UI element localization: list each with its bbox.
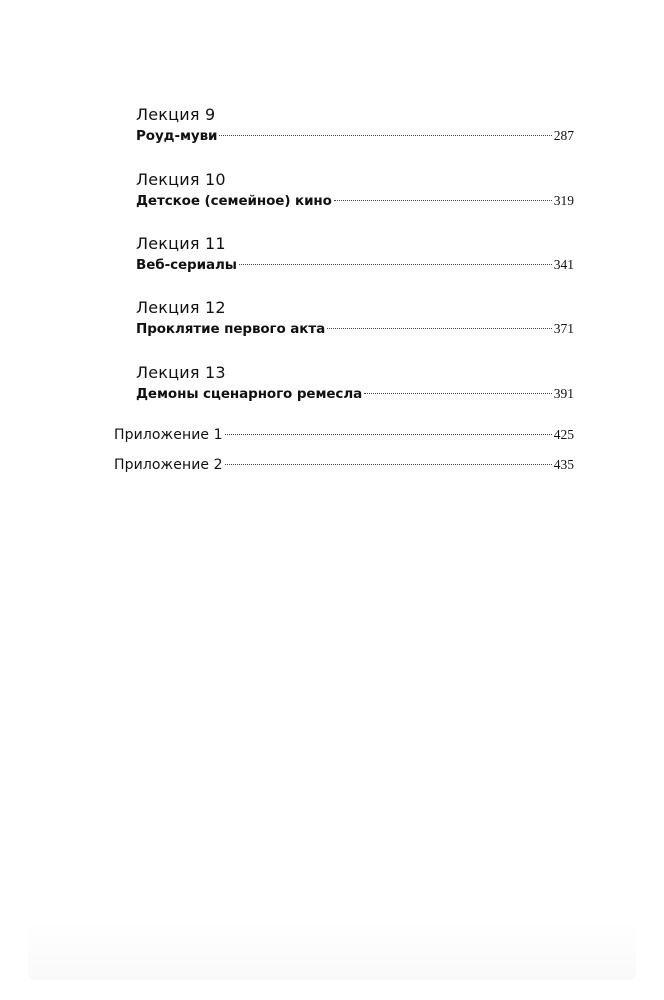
toc-row bbox=[114, 424, 574, 446]
lecture-number: Лекция 11 bbox=[136, 234, 226, 253]
toc-row bbox=[136, 125, 574, 147]
toc-row bbox=[136, 190, 574, 212]
toc-lecture-entry bbox=[136, 105, 574, 147]
lecture-title: Проклятие первого акта bbox=[136, 321, 326, 337]
dot-leader bbox=[225, 434, 552, 435]
page-number: 319 bbox=[553, 193, 574, 208]
toc-lecture-entry bbox=[136, 298, 574, 340]
toc-lecture-entry bbox=[136, 363, 574, 405]
page-number: 287 bbox=[553, 128, 574, 143]
dot-leader bbox=[225, 464, 552, 465]
toc-appendix-entry bbox=[114, 424, 574, 446]
toc-row bbox=[136, 383, 574, 405]
page-number: 371 bbox=[553, 321, 574, 336]
page-number: 425 bbox=[553, 427, 574, 442]
toc-lecture-entry bbox=[136, 170, 574, 212]
page-bottom-shadow bbox=[28, 920, 636, 980]
dot-leader bbox=[327, 328, 552, 329]
lecture-title: Демоны сценарного ремесла bbox=[136, 386, 363, 402]
toc-lecture-entry bbox=[136, 234, 574, 276]
page-number: 341 bbox=[553, 257, 574, 272]
lecture-title: Веб-сериалы bbox=[136, 257, 237, 273]
toc-row bbox=[114, 454, 574, 476]
toc-row bbox=[136, 254, 574, 276]
appendix-title: Приложение 1 bbox=[114, 427, 223, 443]
lecture-number: Лекция 13 bbox=[136, 363, 226, 382]
toc-appendix-entry bbox=[114, 454, 574, 476]
toc-row bbox=[136, 318, 574, 340]
page-number: 391 bbox=[553, 386, 574, 401]
dot-leader bbox=[334, 200, 552, 201]
lecture-title: Роуд-муви bbox=[136, 128, 218, 144]
lecture-number: Лекция 12 bbox=[136, 298, 226, 317]
page-number: 435 bbox=[553, 457, 574, 472]
dot-leader bbox=[219, 135, 551, 136]
dot-leader bbox=[364, 393, 552, 394]
lecture-number: Лекция 10 bbox=[136, 170, 226, 189]
dot-leader bbox=[239, 264, 552, 265]
lecture-number: Лекция 9 bbox=[136, 105, 216, 124]
appendix-title: Приложение 2 bbox=[114, 457, 223, 473]
lecture-title: Детское (семейное) кино bbox=[136, 193, 332, 209]
